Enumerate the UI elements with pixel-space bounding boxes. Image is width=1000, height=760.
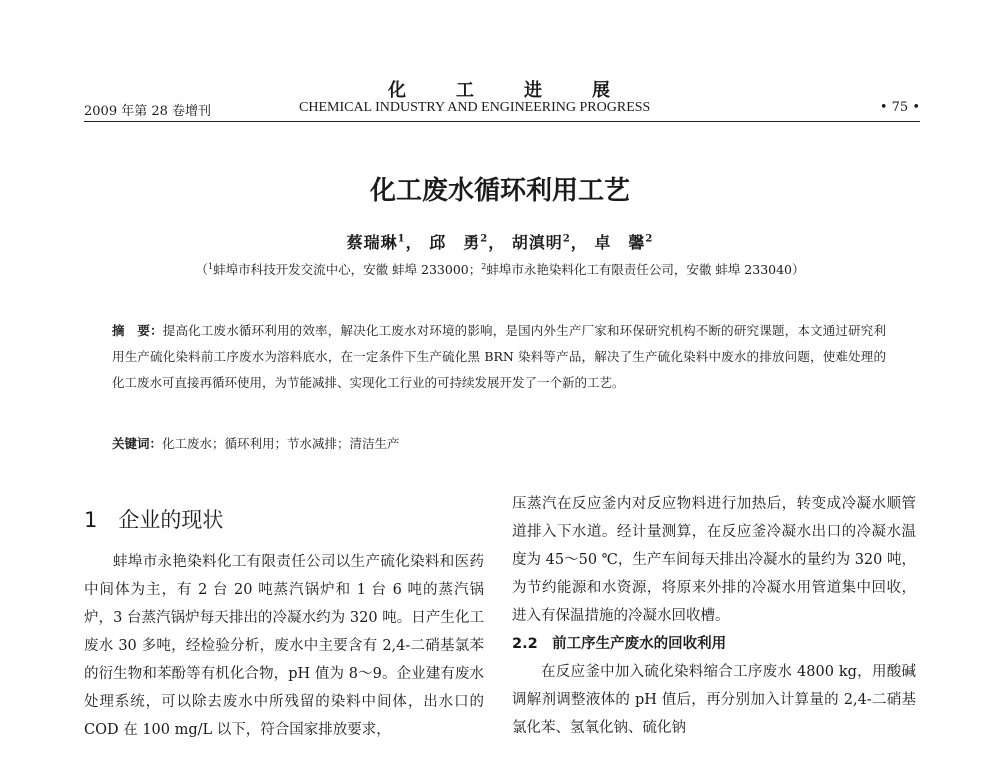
keywords [112, 434, 886, 452]
abstract [112, 318, 886, 396]
affiliation-2: 蚌埠市永艳染料化工有限责任公司，安徽 蚌埠 233040 [486, 262, 793, 277]
journal-english-name: CHEMICAL INDUSTRY AND ENGINEERING PROGRESS [299, 100, 651, 115]
right-column [512, 490, 916, 742]
article-title: 化工废水循环利用工艺 [369, 176, 630, 206]
author-affiliation-mark: 2 [562, 233, 571, 245]
affil-mark-2: 2 [481, 261, 487, 271]
journal-title-char: 展 [592, 80, 612, 101]
author-separator: ， [570, 233, 588, 252]
author-separator: ， [488, 233, 506, 252]
author-name: 胡滇明 [511, 233, 563, 252]
author-affiliation-mark: 1 [397, 233, 406, 245]
right-paragraph-1: 压蒸汽在反应釜内对反应物料进行加热后，转变成冷凝水顺管道排入下水道。经计量测算，在反应釜冷凝水出口的冷凝水温度为 45～50 ℃，生产车间每天排出冷凝水的量约为 320 吨，为节约能源和水资源，将原来外排的冷凝水用管道集中回收，进入有保温措施的冷凝水回收槽。 [512, 496, 916, 624]
affiliations [0, 260, 1000, 278]
keywords-label: 关键词： [112, 436, 163, 451]
author-affiliation-mark: 2 [480, 233, 489, 245]
author-affiliation-mark: 2 [645, 233, 654, 245]
author-name: 蔡瑞琳 [346, 233, 398, 252]
affil-mark-1: 1 [207, 261, 214, 271]
right-paragraph-2: 在反应釜中加入硫化染料缩合工序废水 4800 kg，用酸碱调解剂调整液体的 pH 值后，再分别加入计算量的 2,4-二硝基氯化苯、氢氧化钠、硫化钠 [512, 664, 916, 736]
abstract-text: 提高化工废水循环利用的效率，解决化工废水对环境的影响，是国内外生产厂家和环保研究机构不断的研究课题，本文通过研究利用生产硫化染料前工序废水为溶料底水，在一定条件下生产硫化黑 BRN 染料等产品，解决了生产硫化染料中废水的排放问题，使难处理的化工废水可直接再循环使用，为节能减排、实现化工行业的可持续发展开发了一个新的工艺。 [112, 323, 886, 390]
abstract-label: 摘 要： [112, 323, 163, 338]
journal-title [0, 76, 1000, 102]
section-1-heading: 1 企业的现状 [84, 508, 224, 532]
journal-title-char: 进 [524, 80, 544, 101]
affiliation-1: 蚌埠市科技开发交流中心，安徽 蚌埠 233000； [213, 262, 482, 277]
affil-open: （ [195, 262, 208, 277]
keywords-text: 化工废水；循环利用；节水减排；清洁生产 [162, 436, 400, 451]
page-number: • 75 • [879, 100, 920, 115]
author-separator: ， [405, 233, 423, 252]
running-header [84, 100, 920, 120]
journal-title-char: 工 [456, 80, 476, 101]
section-1-paragraph: 蚌埠市永艳染料化工有限责任公司以生产硫化染料和医药中间体为主，有 2 台 20 吨蒸汽锅炉和 1 台 6 吨的蒸汽锅炉，3 台蒸汽锅炉每天排出的冷凝水约为 320 吨。日产生化工废水 30 多吨，经检验分析，废水中主要含有 2,4-二硝基氯苯的衍生物和苯酚等有机化合物，pH 值为 8～9。企业建有废水处理系统，可以除去废水中所残留的染料中间体，出水口的 COD 在 100 mg/L 以下，符合国家排放要求， [84, 554, 484, 738]
affil-close: ） [792, 262, 805, 277]
header-rule [84, 121, 920, 122]
author-name: 邱 勇 [429, 233, 481, 252]
left-column [84, 500, 484, 744]
journal-title-char: 化 [388, 80, 408, 101]
issue-info: 2009 年第 28 卷增刊 [84, 104, 212, 119]
author-list [0, 230, 1000, 253]
author-name: 卓 馨 [594, 233, 646, 252]
section-2-2-heading: 2.2 前工序生产废水的回收利用 [512, 636, 727, 652]
